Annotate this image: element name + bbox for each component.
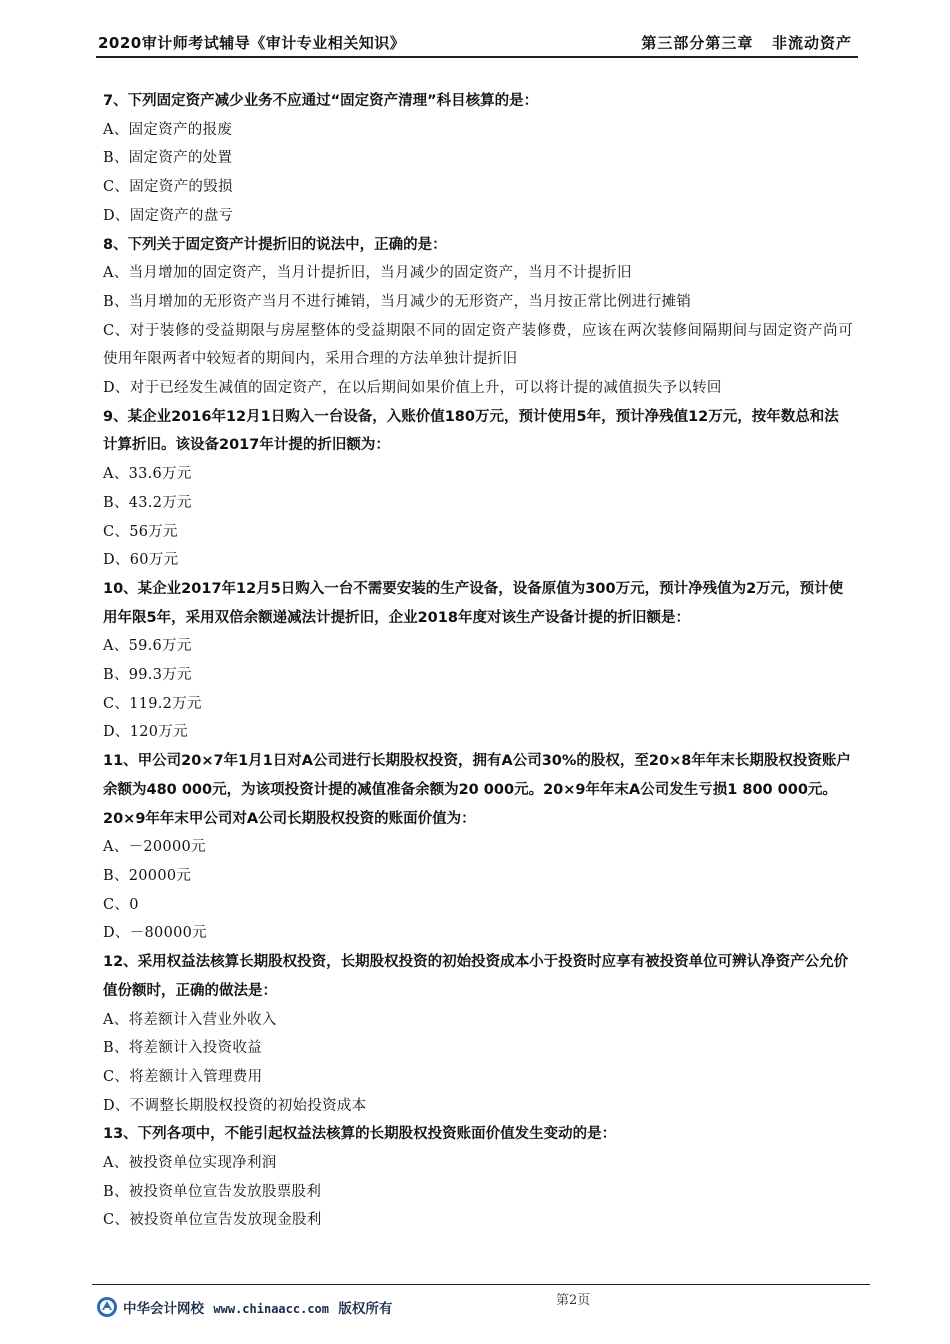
question-block <box>103 1120 853 1235</box>
answer-option: B、将差额计入投资收益 <box>103 1040 262 1057</box>
question-block <box>103 87 853 231</box>
answer-option: C、将差额计入管理费用 <box>103 1068 263 1085</box>
question-block <box>103 231 853 403</box>
answer-option: A、33.6万元 <box>103 466 192 483</box>
answer-option: C、固定资产的毁损 <box>103 179 233 196</box>
answer-option: A、59.6万元 <box>103 638 192 655</box>
answer-option: C、被投资单位宣告发放现金股利 <box>103 1212 322 1229</box>
header-course-title: 2020审计师考试辅导《审计专业相关知识》 <box>98 34 406 52</box>
question-title: 7、下列固定资产减少业务不应通过“固定资产清理”科目核算的是： <box>103 93 539 109</box>
chinaacc-logo-icon <box>96 1296 118 1318</box>
answer-option: C、119.2万元 <box>103 695 202 712</box>
footer-url-link[interactable]: www.chinaacc.com <box>213 1302 329 1316</box>
answer-option: B、99.3万元 <box>103 667 192 684</box>
answer-option: A、将差额计入营业外收入 <box>103 1011 277 1028</box>
question-title: 8、下列关于固定资产计提折旧的说法中，正确的是： <box>103 236 447 253</box>
question-title: 13、下列各项中，不能引起权益法核算的长期股权投资账面价值发生变动的是： <box>103 1126 617 1143</box>
footer-brand <box>123 1297 392 1317</box>
question-block <box>103 948 853 1120</box>
question-block <box>103 575 853 747</box>
answer-option: B、被投资单位宣告发放股票股利 <box>103 1183 322 1200</box>
answer-option: A、固定资产的报废 <box>103 121 233 138</box>
question-title: 10、某企业2017年12月5日购入一台不需要安装的生产设备，设备原值为300万元，预计净残值为2万元，预计使用年限5年，采用双倍余额递减法计提折旧，企业2018年度对该生产设备计提的折旧额是： <box>103 580 844 626</box>
question-title: 11、甲公司20×7年1月1日对A公司进行长期股权投资，拥有A公司30%的股权，至20×8年年末长期股权投资账户余额为480 000元，为该项投资计提的减值准备余额为20 000元。20×9年年末A公司发生亏损1 800 000元。20×9年年末甲公司对A公司长期股权投资的账面价值为： <box>103 753 851 827</box>
footer-brand-name: 中华会计网校 <box>123 1301 204 1317</box>
answer-option: D、固定资产的盘亏 <box>103 207 234 224</box>
question-list <box>103 87 853 1235</box>
question-block <box>103 747 853 948</box>
header-chapter-title: 第三部分第三章 非流动资产 <box>641 34 852 52</box>
answer-option: A、被投资单位实现净利润 <box>103 1155 277 1172</box>
answer-option: C、0 <box>103 896 139 913</box>
answer-option: D、120万元 <box>103 724 188 741</box>
answer-option: D、对于已经发生减值的固定资产，在以后期间如果价值上升，可以将计提的减值损失予以转回 <box>103 380 722 397</box>
answer-option: B、固定资产的处置 <box>103 150 233 167</box>
answer-option: D、－80000元 <box>103 925 207 942</box>
answer-option: D、不调整长期股权投资的初始投资成本 <box>103 1097 367 1114</box>
page-number: 第2页 <box>556 1293 591 1308</box>
answer-option: C、56万元 <box>103 523 178 540</box>
question-title: 9、某企业2016年12月1日购入一台设备，入账价值180万元，预计使用5年，预计净残值12万元，按年数总和法计算折旧。该设备2017年计提的折旧额为： <box>103 408 839 454</box>
footer-rights: 版权所有 <box>338 1301 393 1317</box>
answer-option: C、对于装修的受益期限与房屋整体的受益期限不同的固定资产装修费，应该在两次装修间隔期间与固定资产尚可使用年限两者中较短者的期间内，采用合理的方法单独计提折旧 <box>103 322 853 368</box>
answer-option: B、当月增加的无形资产当月不进行摊销，当月减少的无形资产，当月按正常比例进行摊销 <box>103 293 692 310</box>
answer-option: A、当月增加的固定资产，当月计提折旧，当月减少的固定资产，当月不计提折旧 <box>103 265 632 282</box>
answer-option: B、43.2万元 <box>103 494 192 511</box>
answer-option: B、20000元 <box>103 867 192 884</box>
page-header <box>96 30 858 58</box>
answer-option: A、－20000元 <box>103 839 206 856</box>
question-block <box>103 403 853 575</box>
question-title: 12、采用权益法核算长期股权投资，长期股权投资的初始投资成本小于投资时应享有被投资单位可辨认净资产公允价值份额时，正确的做法是： <box>103 954 849 999</box>
footer-divider <box>92 1284 870 1285</box>
answer-option: D、60万元 <box>103 552 179 569</box>
